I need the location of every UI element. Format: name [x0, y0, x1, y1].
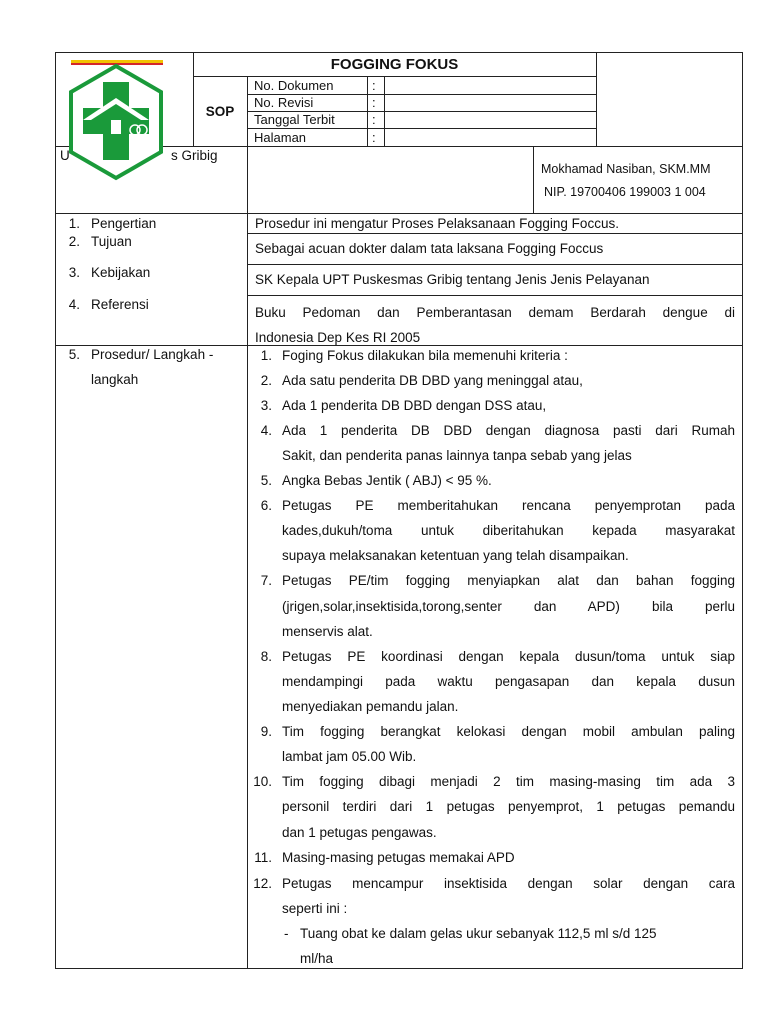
doc-field-label-dokumen: No. Dokumen	[254, 78, 334, 93]
unit-name-left: U	[60, 148, 70, 163]
sop-label: SOP	[205, 104, 235, 119]
step-text: personil terdiri dari 1 petugas penyemprot, 1 petugas pemandu	[282, 799, 735, 814]
section-label-kebijakan: Kebijakan	[91, 265, 151, 280]
step-text: Masing-masing petugas memakai APD	[282, 850, 515, 865]
step-number: 9.	[260, 724, 272, 739]
referensi-text-cont: Indonesia Dep Kes RI 2005	[255, 330, 421, 345]
document-title: FOGGING FOKUS	[330, 56, 459, 73]
step-text: mendampingi pada waktu pengasapan dan kepala dusun	[282, 674, 735, 689]
doc-field-label-tanggal: Tanggal Terbit	[254, 112, 335, 127]
step-text: kades,dukuh/toma untuk diberitahukan kepada masyarakat	[282, 523, 735, 538]
section-number: 2.	[68, 234, 80, 249]
step-text: menyediakan pemandu jalan.	[282, 699, 459, 714]
step-text: (jrigen,solar,insektisida,torong,senter dan APD) bila perlu	[282, 599, 735, 614]
section-label-pengertian: Pengertian	[91, 216, 157, 231]
section-label-tujuan: Tujuan	[91, 234, 132, 249]
step-text: dan 1 petugas pengawas.	[282, 825, 437, 840]
section-number: 1.	[68, 216, 80, 231]
kebijakan-text: SK Kepala UPT Puskesmas Gribig tentang Jenis Jenis Pelayanan	[255, 272, 650, 287]
section-label-prosedur-cont: langkah	[91, 372, 139, 387]
step-text: Tim fogging dibagi menjadi 2 tim masing-masing tim ada 3	[282, 774, 735, 789]
step-text: menservis alat.	[282, 624, 373, 639]
sub-item-text: ml/ha	[300, 951, 334, 966]
step-text: Ada 1 penderita DB DBD dengan diagnosa pasti dari Rumah	[282, 423, 735, 438]
doc-field-sep-tanggal: :	[372, 112, 376, 127]
referensi-text: Buku Pedoman dan Pemberantasan demam Berdarah dengue di	[255, 305, 735, 320]
doc-field-label-halaman: Halaman	[254, 130, 307, 145]
step-text: Ada satu penderita DB DBD yang meninggal atau,	[282, 373, 583, 388]
section-number: 5.	[68, 347, 80, 362]
signer-name: Mokhamad Nasiban, SKM.MM	[541, 162, 711, 176]
sub-item-bullet: -	[284, 926, 289, 941]
step-number: 1.	[260, 348, 272, 363]
step-text: Angka Bebas Jentik ( ABJ) < 95 %.	[282, 473, 492, 488]
step-text: Petugas PE/tim fogging menyiapkan alat dan bahan fogging	[282, 573, 735, 588]
step-number: 7.	[260, 573, 272, 588]
step-text: Petugas PE koordinasi dengan kepala dusun/toma untuk siap	[282, 649, 735, 664]
doc-field-label-revisi: No. Revisi	[254, 95, 314, 110]
step-number: 8.	[260, 649, 272, 664]
doc-field-sep-dokumen: :	[372, 78, 376, 93]
step-text: lambat jam 05.00 Wib.	[282, 749, 417, 764]
step-text: Petugas mencampur insektisida dengan solar dengan cara	[282, 876, 735, 891]
step-number: 11.	[254, 850, 272, 865]
step-text: supaya melaksanakan ketentuan yang telah disampaikan.	[282, 548, 629, 563]
step-text: Ada 1 penderita DB DBD dengan DSS atau,	[282, 398, 547, 413]
step-text: Petugas PE memberitahukan rencana penyemprotan pada	[282, 498, 735, 513]
tujuan-text: Sebagai acuan dokter dalam tata laksana Fogging Foccus	[255, 241, 604, 256]
section-label-referensi: Referensi	[91, 297, 149, 312]
section-number: 3.	[68, 265, 80, 280]
doc-field-sep-halaman: :	[372, 130, 376, 145]
step-number: 6.	[260, 498, 272, 513]
step-number: 12.	[253, 876, 272, 891]
sub-item-text: Tuang obat ke dalam gelas ukur sebanyak 112,5 ml s/d 125	[300, 926, 657, 941]
step-number: 2.	[260, 373, 272, 388]
section-number: 4.	[68, 297, 80, 312]
puskesmas-logo	[63, 58, 169, 182]
step-text: Sakit, dan penderita panas lainnya tanpa sebab yang jelas	[282, 448, 632, 463]
step-text: seperti ini :	[282, 901, 348, 916]
unit-name-right: s Gribig	[171, 148, 218, 163]
pengertian-text: Prosedur ini mengatur Proses Pelaksanaan Fogging Foccus.	[255, 216, 619, 231]
step-text: Tim fogging berangkat kelokasi dengan mobil ambulan paling	[282, 724, 735, 739]
step-number: 3.	[260, 398, 272, 413]
section-label-prosedur: Prosedur/ Langkah -	[91, 347, 214, 362]
doc-field-sep-revisi: :	[372, 95, 376, 110]
step-number: 10.	[253, 774, 272, 789]
step-number: 5.	[260, 473, 272, 488]
step-number: 4.	[260, 423, 272, 438]
step-text: Foging Fokus dilakukan bila memenuhi kriteria :	[282, 348, 568, 363]
signer-nip: NIP. 19700406 199003 1 004	[544, 185, 706, 199]
